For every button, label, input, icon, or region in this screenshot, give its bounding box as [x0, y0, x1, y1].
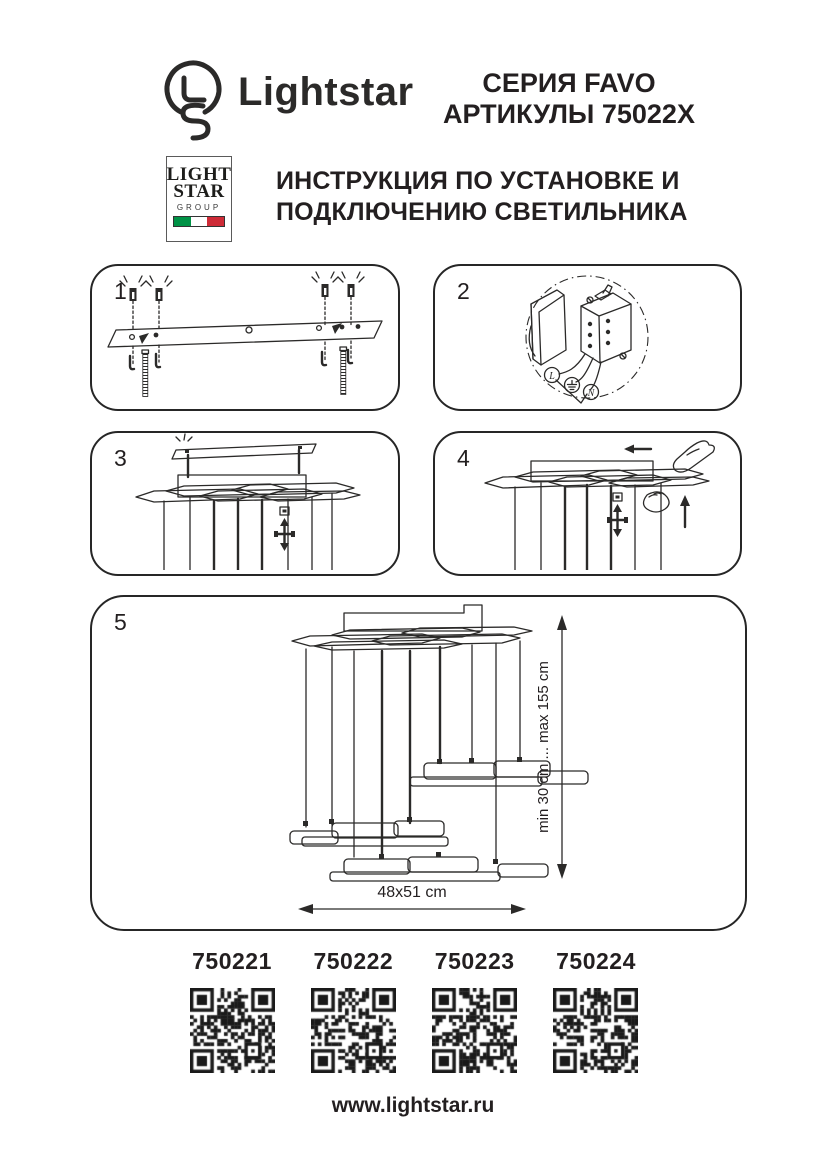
step-number: 2 — [457, 278, 470, 304]
step-number: 3 — [114, 445, 127, 471]
neutral-wire-label: N — [587, 388, 595, 399]
qr-item — [178, 948, 286, 1073]
lightstar-group-logo — [166, 156, 232, 242]
pushing-hand-icon — [673, 441, 714, 472]
step-2-panel — [433, 264, 742, 411]
gripping-hand-icon — [644, 492, 670, 512]
logo-light-text: LIGHT — [166, 164, 232, 185]
series-header — [443, 68, 695, 130]
qr-item — [299, 948, 407, 1073]
lamp-tier-upper — [410, 757, 588, 786]
zoom-circle — [526, 276, 648, 398]
lamp-tier-bottom — [330, 852, 548, 881]
lamp-panels-top — [136, 483, 360, 502]
step-number: 5 — [114, 609, 127, 635]
wiring-diagram — [435, 266, 736, 405]
step-number: 4 — [457, 445, 470, 471]
italian-flag-icon — [173, 216, 225, 227]
article-code: 750224 — [556, 948, 636, 974]
mounting-screw-icon — [142, 347, 347, 397]
step-4-panel — [433, 431, 742, 576]
qr-code — [311, 988, 396, 1073]
article-qr-row — [178, 948, 650, 1073]
bracket-mounting-diagram — [92, 433, 394, 570]
step-number: 1 — [114, 278, 127, 304]
horizontal-dimension-label: 48x51 cm — [377, 884, 447, 901]
qr-item — [421, 948, 529, 1073]
instruction-title-line1: ИНСТРУКЦИЯ ПО УСТАНОВКЕ И — [276, 167, 680, 195]
lamp-tier-middle — [290, 817, 448, 846]
article-code: 750221 — [192, 948, 272, 974]
lightstar-bulb-icon — [158, 56, 230, 142]
article-code: 750223 — [434, 948, 515, 974]
step-3-panel — [90, 431, 400, 576]
website-url: www.lightstar.ru — [331, 1094, 495, 1117]
earth-ground-icon — [568, 381, 577, 390]
up-arrow-icon — [680, 495, 690, 506]
logo-group-text: GROUP — [176, 203, 222, 212]
logo-star-text: STAR — [173, 181, 225, 202]
qr-code — [553, 988, 638, 1073]
left-arrow-icon — [624, 445, 634, 454]
vertical-dimension-label: min 30 cm ... max 155 cm — [535, 661, 552, 833]
height-adjust-diagram — [435, 433, 736, 570]
terminal-cover-icon — [529, 290, 566, 365]
lamp-panels-top — [485, 469, 709, 488]
mounting-plate-diagram — [92, 266, 394, 405]
live-wire-label: L — [549, 371, 555, 382]
qr-item — [542, 948, 650, 1073]
qr-code — [432, 988, 517, 1073]
brand-wordmark: Lightstar — [238, 70, 414, 114]
qr-code — [190, 988, 275, 1073]
articles-line: АРТИКУЛЫ 75022X — [443, 99, 695, 129]
article-code: 750222 — [313, 948, 394, 974]
instruction-title — [276, 166, 688, 228]
series-name: СЕРИЯ FAVO — [482, 68, 656, 98]
cable-adjuster-icon — [274, 507, 295, 551]
terminal-block-icon — [581, 285, 631, 363]
wall-anchor-icon — [120, 272, 364, 301]
pendant-dimensions-diagram — [92, 597, 741, 925]
instruction-title-line2: ПОДКЛЮЧЕНИЮ СВЕТИЛЬНИКА — [276, 198, 688, 226]
step-5-panel — [90, 595, 747, 931]
step-1-panel — [90, 264, 400, 411]
